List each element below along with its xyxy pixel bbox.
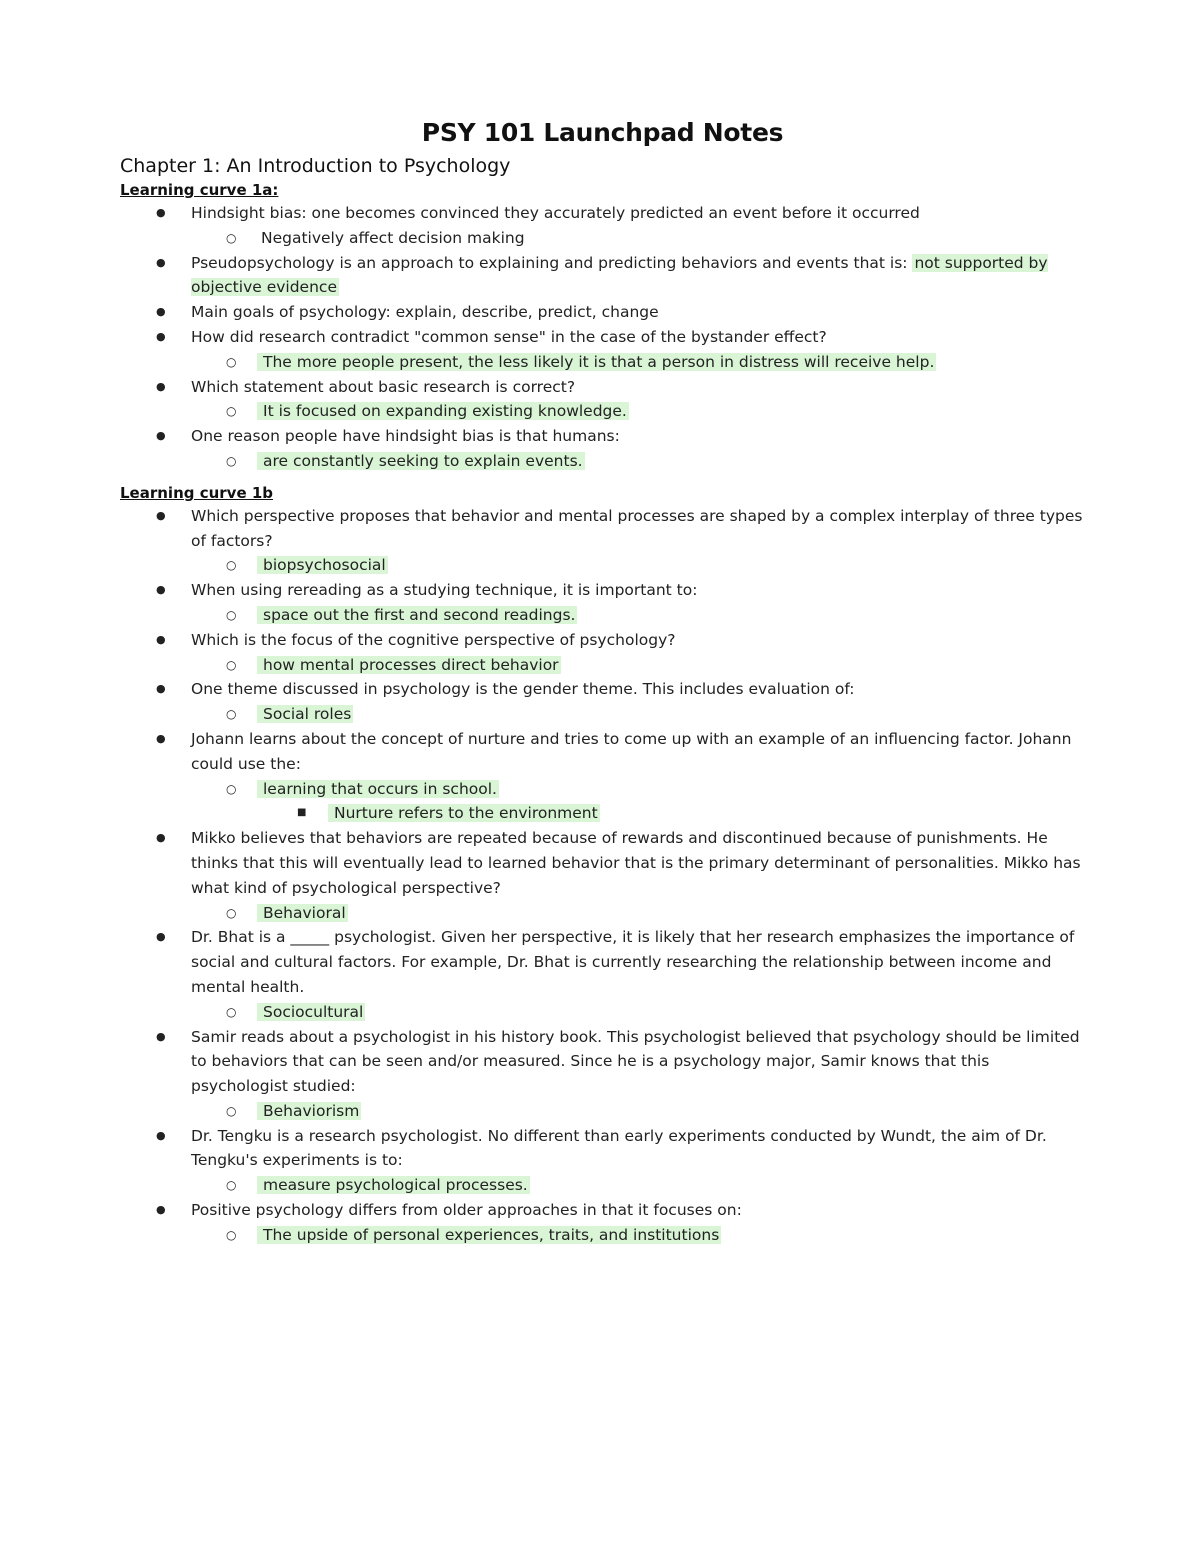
hollow-circle-bullet-icon: ○ [226, 1004, 237, 1019]
list-item [120, 449, 1085, 474]
highlighted-answer: Behavioral [263, 903, 346, 922]
item-text: One theme discussed in psychology is the gender theme. This includes evaluation of: [191, 680, 855, 699]
list-item [120, 578, 1085, 603]
list-item [120, 424, 1085, 449]
highlighted-answer: learning that occurs in school. [263, 779, 497, 798]
item-text: Negatively affect decision making [261, 228, 525, 247]
hollow-circle-bullet-icon: ○ [226, 1178, 237, 1193]
item-text: Positive psychology differs from older approaches in that it focuses on: [191, 1201, 742, 1220]
item-text: When using rereading as a studying technique, it is important to: [191, 581, 698, 600]
filled-square-bullet-icon: ■ [297, 807, 307, 819]
filled-circle-bullet-icon: ● [156, 305, 166, 319]
list-item [120, 1198, 1085, 1223]
item-text: Pseudopsychology is an approach to explaining and predicting behaviors and events that is: [191, 253, 913, 272]
filled-circle-bullet-icon: ● [156, 930, 166, 944]
list-item [120, 201, 1085, 226]
highlighted-answer: Nurture refers to the environment [334, 804, 598, 823]
hollow-circle-bullet-icon: ○ [226, 707, 237, 722]
filled-circle-bullet-icon: ● [156, 255, 166, 269]
list-item [120, 1124, 1085, 1174]
filled-circle-bullet-icon: ● [156, 1128, 166, 1142]
list-item [120, 925, 1085, 999]
filled-circle-bullet-icon: ● [156, 329, 166, 343]
highlighted-answer: Sociocultural [263, 1002, 364, 1021]
filled-circle-bullet-icon: ● [156, 731, 166, 745]
highlighted-answer: Social roles [263, 705, 352, 724]
list-item [120, 653, 1085, 678]
highlighted-answer: measure psychological processes. [263, 1176, 528, 1195]
item-text: One reason people have hindsight bias is that humans: [191, 427, 620, 446]
document-title: PSY 101 Launchpad Notes [421, 118, 784, 147]
hollow-circle-bullet-icon: ○ [226, 558, 237, 573]
list-item [120, 677, 1085, 702]
list-item [120, 350, 1085, 375]
item-text: Which is the focus of the cognitive perspective of psychology? [191, 630, 676, 649]
list-item [120, 603, 1085, 628]
list-item [120, 702, 1085, 727]
hollow-circle-bullet-icon: ○ [226, 453, 237, 468]
item-text: Dr. Bhat is a _____ psychologist. Given her perspective, it is likely that her research emphasizes the importance of social and cultural factors. For example, Dr. Bhat is currently researching the relationship between income and mental health. [191, 928, 1075, 996]
list-item [120, 300, 1085, 325]
list-item [120, 826, 1085, 900]
highlighted-answer: The more people present, the less likely it is that a person in distress will receive help. [263, 352, 935, 371]
item-text: Which statement about basic research is correct? [191, 377, 576, 396]
list-item [120, 504, 1085, 554]
list-item [120, 1025, 1085, 1099]
hollow-circle-bullet-icon: ○ [226, 905, 237, 920]
list-item [120, 1223, 1085, 1248]
item-text: Johann learns about the concept of nurture and tries to come up with an example of an influencing factor. Johann could use the: [191, 729, 1072, 773]
item-text: Dr. Tengku is a research psychologist. No different than early experiments conducted by Wundt, the aim of Dr. Tengku's experiments is to: [191, 1126, 1047, 1170]
list-item [120, 801, 1085, 826]
filled-circle-bullet-icon: ● [156, 206, 166, 219]
highlighted-answer: The upside of personal experiences, traits, and institutions [263, 1225, 720, 1244]
bullet-list [120, 201, 1085, 474]
list-item [120, 553, 1085, 578]
filled-circle-bullet-icon: ● [156, 1203, 166, 1217]
item-text: Which perspective proposes that behavior and mental processes are shaped by a complex interplay of three types of factors? [191, 506, 1083, 550]
highlighted-answer: are constantly seeking to explain events. [263, 451, 583, 470]
hollow-circle-bullet-icon: ○ [226, 607, 237, 622]
hollow-circle-bullet-icon: ○ [226, 657, 237, 672]
list-item [120, 1173, 1085, 1198]
hollow-circle-bullet-icon: ○ [226, 230, 237, 245]
hollow-circle-bullet-icon: ○ [226, 1227, 237, 1242]
list-item [120, 727, 1085, 777]
filled-circle-bullet-icon: ● [156, 429, 166, 443]
list-item [120, 1099, 1085, 1124]
item-text: Main goals of psychology: explain, describe, predict, change [191, 303, 659, 322]
list-item [120, 325, 1085, 350]
list-item [120, 1000, 1085, 1025]
highlighted-answer: space out the first and second readings. [263, 605, 576, 624]
section-heading: Learning curve 1b [120, 483, 274, 502]
hollow-circle-bullet-icon: ○ [226, 781, 237, 796]
highlighted-answer: Behaviorism [263, 1101, 360, 1120]
highlighted-answer: not supported by objective evidence [191, 253, 1048, 297]
list-item [120, 375, 1085, 400]
item-text: How did research contradict "common sense" in the case of the bystander effect? [191, 327, 827, 346]
list-item [120, 226, 1085, 251]
hollow-circle-bullet-icon: ○ [226, 404, 237, 419]
list-item [120, 777, 1085, 802]
filled-circle-bullet-icon: ● [156, 1029, 166, 1043]
list-item [120, 901, 1085, 926]
item-text: Mikko believes that behaviors are repeated because of rewards and discontinued because of punishments. He thinks that this will eventually lead to learned behavior that is the primary determinant of personalities. Mikko has what kind of psychological perspective? [191, 829, 1081, 897]
filled-circle-bullet-icon: ● [156, 632, 166, 646]
hollow-circle-bullet-icon: ○ [226, 354, 237, 369]
list-item [120, 628, 1085, 653]
hollow-circle-bullet-icon: ○ [226, 1103, 237, 1118]
bullet-list [120, 504, 1085, 1248]
list-item [120, 399, 1085, 424]
list-item [120, 251, 1085, 301]
filled-circle-bullet-icon: ● [156, 831, 166, 845]
filled-circle-bullet-icon: ● [156, 508, 166, 522]
highlighted-answer: It is focused on expanding existing knowledge. [263, 402, 627, 421]
notes-body [120, 179, 1085, 1248]
section-heading: Learning curve 1a: [120, 181, 279, 199]
filled-circle-bullet-icon: ● [156, 682, 166, 696]
highlighted-answer: how mental processes direct behavior [263, 655, 559, 674]
chapter-heading: Chapter 1: An Introduction to Psychology [120, 155, 511, 177]
highlighted-answer: biopsychosocial [263, 556, 386, 575]
item-text: Hindsight bias: one becomes convinced they accurately predicted an event before it occurred [191, 204, 920, 222]
filled-circle-bullet-icon: ● [156, 379, 166, 393]
document-page [120, 118, 1085, 1248]
item-text: Samir reads about a psychologist in his history book. This psychologist believed that psychology should be limited to behaviors that can be seen and/or measured. Since he is a psychology major, Samir knows that this psychologist studied: [191, 1027, 1080, 1096]
filled-circle-bullet-icon: ● [156, 583, 166, 597]
